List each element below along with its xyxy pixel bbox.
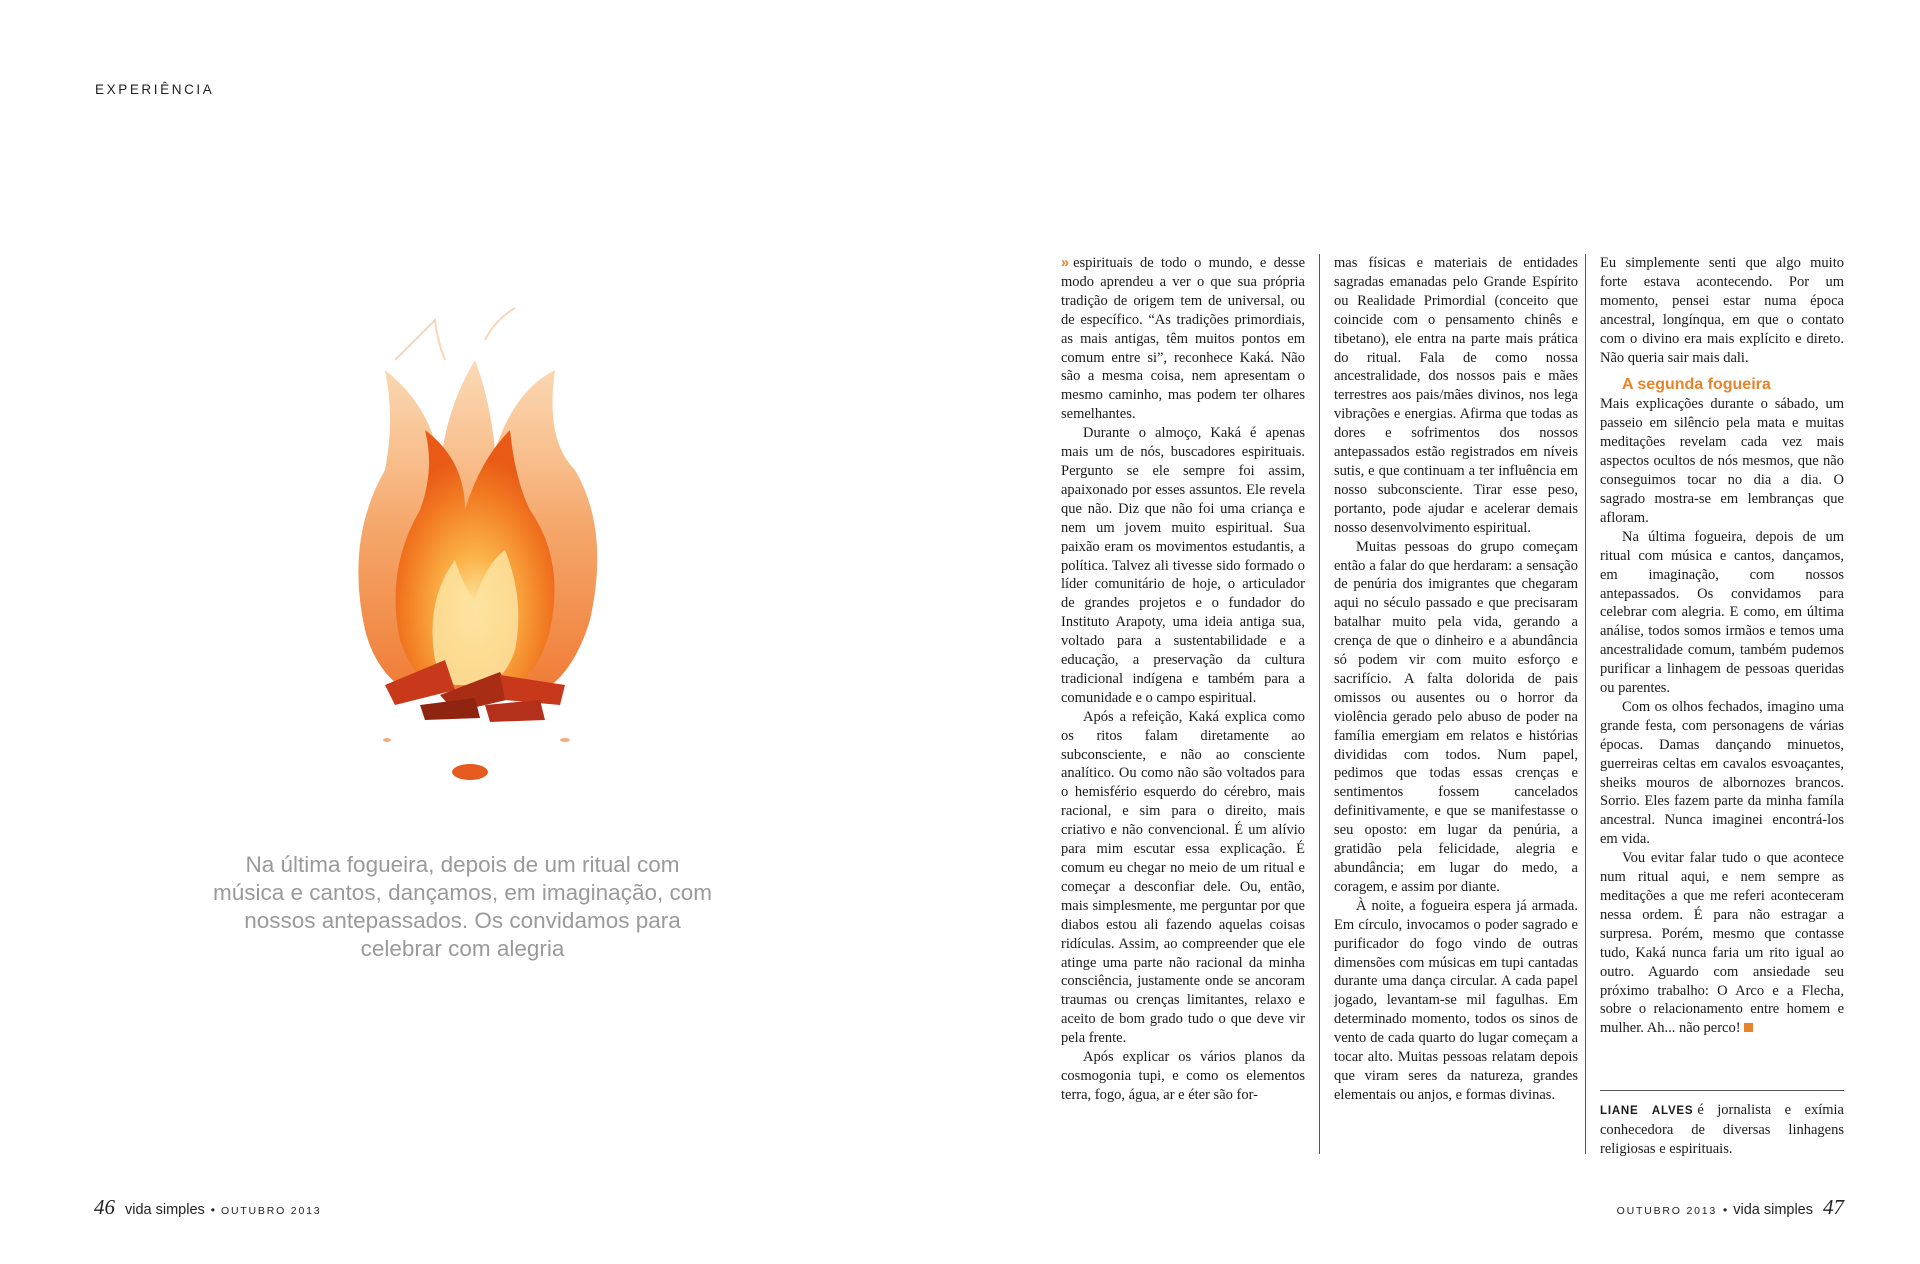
page-footer-left bbox=[94, 1195, 321, 1220]
author-name: LIANE ALVES bbox=[1600, 1105, 1694, 1117]
author-bio bbox=[1600, 1101, 1844, 1159]
paragraph: » espirituais de todo o mundo, e desse modo aprendeu a ver o que sua própria tradição de origem tem de universal, ou de específico. “As tradições primordiais, as mais antigas, têm muitos pontos em comum entre si”, reconhece Kaká. Não são a mesma coisa, nem apresentam o mesmo caminho, mas podem ter olhares semelhantes. bbox=[1061, 255, 1305, 423]
bonfire-illustration bbox=[325, 300, 635, 800]
paragraph: Após explicar os vários planos da cosmogonia tupi, e como os elementos terra, fogo, água, ar e éter são for- bbox=[1061, 1049, 1305, 1103]
paragraph: Vou evitar falar tudo o que acontece num ritual aqui, e nem sempre as meditações a que me referi aconteceram nessa ordem. É para não estragar a surpresa. Porém, mesmo que contasse tudo, Kaká nunca faria um rito igual ao outro. Aguardo com ansiedade seu próximo trabalho: O Arco e a Flecha, sobre o relacionamento entre homem e mulher. Ah... não perco! bbox=[1600, 850, 1844, 1037]
paragraph: Com os olhos fechados, imagino uma grande festa, com personagens de várias épocas. Damas dançando minuetos, guerreiras celtas em cavalos esvoaçantes, sheiks mouros de albornozes brancos. Sorrio. Eles fazem parte da minha famíla ancestral. Nunca imaginei encontrá-los em vida. bbox=[1600, 698, 1844, 848]
subheading: A segunda fogueira bbox=[1622, 376, 1771, 394]
paragraph: Muitas pessoas do grupo começam então a falar do que herdaram: a sensação de penúria dos imigrantes que chegaram aqui no século passado e que precisaram batalhar muito pela vida, gerando a crença de que o dinheiro e a abundância só podem vir com muito esforço e sacrifício. A falta dolorida de pais omissos ou ausentes ou o horror da violência gerado pelo abuso de poder na família emergiam em relatos e histórias divididas com todos. Num papel, pedimos que todas essas crenças e sentimentos fossem cancelados definitivamente, e que se manifestasse o seu oposto: em lugar da penúria, a gratidão pela felicidade, alegria e abundância; em lugar do medo, a coragem, e assim por diante. bbox=[1334, 538, 1578, 895]
paragraph: À noite, a fogueira espera já armada. Em círculo, invocamos o poder sagrado e purificador do fogo vindo de outras dimensões com músicas em tupi cantadas durante uma dança circular. A cada papel jogado, levantam-se mil fagulhas. Em determinado momento, todos os sinos de vento de cada quarto do lugar começam a tocar alto. Muitas pessoas relatam depois que viram seres da natureza, grandes elementais ou anjos, e formas divinas. bbox=[1334, 897, 1578, 1103]
article-column-2 bbox=[1334, 254, 1578, 1149]
page-number: 47 bbox=[1823, 1195, 1844, 1219]
separator-dot: • bbox=[1723, 1203, 1728, 1217]
publication-name: vida simples bbox=[1733, 1202, 1813, 1218]
page-footer-right bbox=[1617, 1195, 1844, 1220]
issue-date: OUTUBRO 2013 bbox=[1616, 1205, 1718, 1217]
paragraph: Durante o almoço, Kaká é apenas mais um de nós, buscadores espirituais. Pergunto se ele sempre foi assim, apaixonado por esses assuntos. Ele revela que não. Diz que não foi uma criança e nem um jovem muito espiritual. Sua paixão eram os movimentos estudantis, a política. Talvez ali tivesse sido formado o líder comunitário de hoje, o articulador de grandes projetos e o fundador do Instituto Arapoty, uma ideia antiga sua, voltado para a sustentabilidade e a educação, a preservação da cultura tradicional indígena e também para a comunidade e o campo espiritual. bbox=[1061, 425, 1305, 706]
author-bio-text: é jornalista e exímia conhecedora de diversas linhagens religiosas e espirituais. bbox=[1600, 1102, 1844, 1157]
publication-name: vida simples bbox=[125, 1202, 205, 1218]
paragraph: mas físicas e materiais de entidades sagradas emanadas pelo Grande Espírito ou Realidade Primordial (conceito que coincide com o pensamento chinês e tibetano), ele entra na parte mais prática do ritual. Fala de como nossa ancestralidade, dos nossos pais e mães terrestres aos pais/mães divinos, nos lega vibrações e energias. Afirma que todas as dores e sofrimentos dos nossos antepassados estão registrados em níveis sutis, e que continuam a ter influência em nosso subconsciente. Tirar esse peso, portanto, pode ajudar e acelerar demais nosso desenvolvimento espiritual. bbox=[1334, 255, 1578, 536]
paragraph: Na última fogueira, depois de um ritual com música e cantos, dançamos, em imaginação, com nossos antepassados. Os convidamos para celebrar com alegria. E como, em última análise, todos somos irmãos e temos uma ancestralidade comum, também pudemos purificar a linhagem de pessoas queridas ou parentes. bbox=[1600, 528, 1844, 697]
column-divider bbox=[1585, 254, 1586, 1154]
article-column-1 bbox=[1061, 254, 1305, 1149]
issue-date: OUTUBRO 2013 bbox=[220, 1205, 322, 1217]
pull-quote: Na última fogueira, depois de um ritual com música e cantos, dançamos, em imaginação, com nossos antepassados. Os convidamos para celebrar com alegria bbox=[213, 852, 712, 961]
bio-divider bbox=[1600, 1090, 1844, 1091]
continuation-marker-icon: » bbox=[1061, 255, 1070, 271]
column-divider bbox=[1319, 254, 1320, 1154]
page-number: 46 bbox=[94, 1195, 115, 1219]
paragraph: Após a refeição, Kaká explica como os ritos falam diretamente ao subconsciente, e não ao consciente analítico. Ou como não são voltados para o hemisfério esquerdo do cérebro, mais racional, e sim para o direito, mais criativo e não convencional. É um alívio para mim escutar essa explicação. É comum eu chegar no meio de um ritual e começar a desconfiar dele. Ou, então, mais simplesmente, me perguntar por que diabos estou ali fazendo aquelas coisas ridículas. Assim, ao compreender que ele atinge uma parte não racional da minha consciência, justamente onde se ancoram traumas ou crenças limitantes, relaxo e aceito de bom grado tudo o que deve vir pela frente. bbox=[1061, 708, 1305, 1047]
section-label: EXPERIÊNCIA bbox=[95, 82, 215, 97]
paragraph: Mais explicações durante o sábado, um passeio em silêncio pela mata e muitas meditações revelam cada vez mais aspectos ocultos de nós mesmos, que não conseguimos tocar no dia a dia. O sagrado mostra-se em lembranças que afloram. bbox=[1600, 396, 1844, 526]
paragraph: Eu simplemente senti que algo muito forte estava acontecendo. Por um momento, pensei estar numa época ancestral, longínqua, em que o contato com o divino era mais explícito e direto. Não queria sair mais dali. bbox=[1600, 255, 1844, 366]
article-column-3 bbox=[1600, 254, 1844, 1149]
end-of-article-icon bbox=[1744, 1023, 1753, 1032]
separator-dot: • bbox=[210, 1203, 215, 1217]
